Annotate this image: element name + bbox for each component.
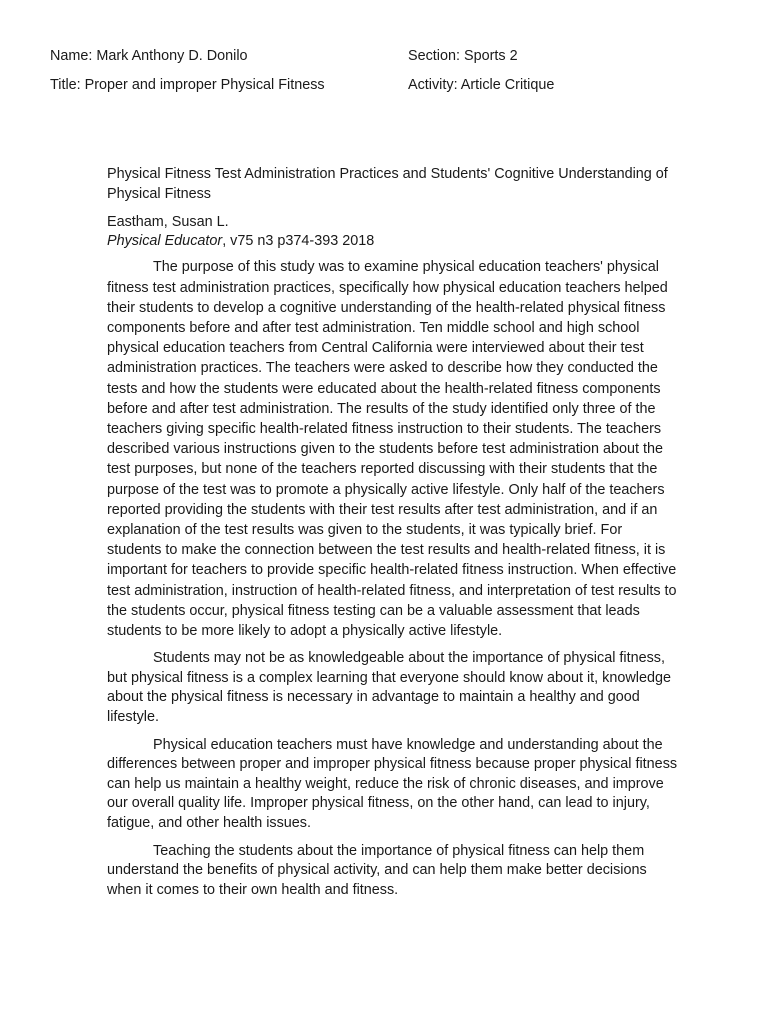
- paragraph-critique-3: Teaching the students about the importance of physical fitness can help them understand the benefits of physical activity, and can help them make better decisions when it comes to their own health and fitness.: [107, 842, 647, 898]
- article-critique-body: [107, 164, 679, 908]
- section-label: Section: Sports 2: [408, 48, 518, 64]
- document-title: Title: Proper and improper Physical Fitness: [50, 77, 325, 93]
- article-title: Physical Fitness Test Administration Practices and Students' Cognitive Understanding of Physical Fitness: [107, 166, 668, 203]
- paragraph-critique-2: Physical education teachers must have knowledge and understanding about the differences between proper and improper physical fitness because proper physical fitness can help us maintain a healthy weight, reduce the risk of chronic diseases, and improve our overall quality life. Improper physical fitness, on the other hand, can lead to injury, fatigue, and other health issues.: [107, 736, 678, 832]
- paragraph-summary: The purpose of this study was to examine physical education teachers' physical fitness test administration practices, specifically how physical education teachers helped their students to develop a cognitive understanding of the health-related physical fitness components before and after test administration. Ten middle school and high school physical education teachers from Central California were interviewed about their test administration practices. The teachers were asked to describe how they conducted the tests and how the students were educated about the health-related fitness components before and after test administration. The results of the study identified only three of the teachers giving specific health-related fitness instruction to their students. The teachers described various instructions given to the students before test administration about the test purposes, but none of the teachers reported discussing with their students that the purpose of the test was to promote a physically active lifestyle. Only half of the teachers reported providing the students with their test results after test administration, and if an explanation of the test results was given to the students, it was typically brief. For students to make the connection between the test results and health-related fitness, it is important for teachers to provide specific health-related fitness instruction. When effective test administration, instruction of health-related fitness, and interpretation of test results to the students occur, physical fitness testing can be a valuable assessment that leads students to be more likely to adopt a physically active lifestyle.: [107, 259, 677, 640]
- paragraph-critique-1: Students may not be as knowledgeable about the importance of physical fitness, but physical fitness is a complex learning that everyone should know about it, knowledge about the physical fitness is necessary in advantage to maintain a healthy and good lifestyle.: [107, 650, 671, 726]
- student-name: Name: Mark Anthony D. Donilo: [50, 48, 248, 64]
- article-source: [107, 232, 679, 251]
- activity-label: Activity: Article Critique: [408, 77, 555, 93]
- journal-citation: , v75 n3 p374-393 2018: [222, 233, 375, 250]
- journal-name: Physical Educator: [107, 233, 223, 250]
- article-author: Eastham, Susan L.: [107, 214, 229, 231]
